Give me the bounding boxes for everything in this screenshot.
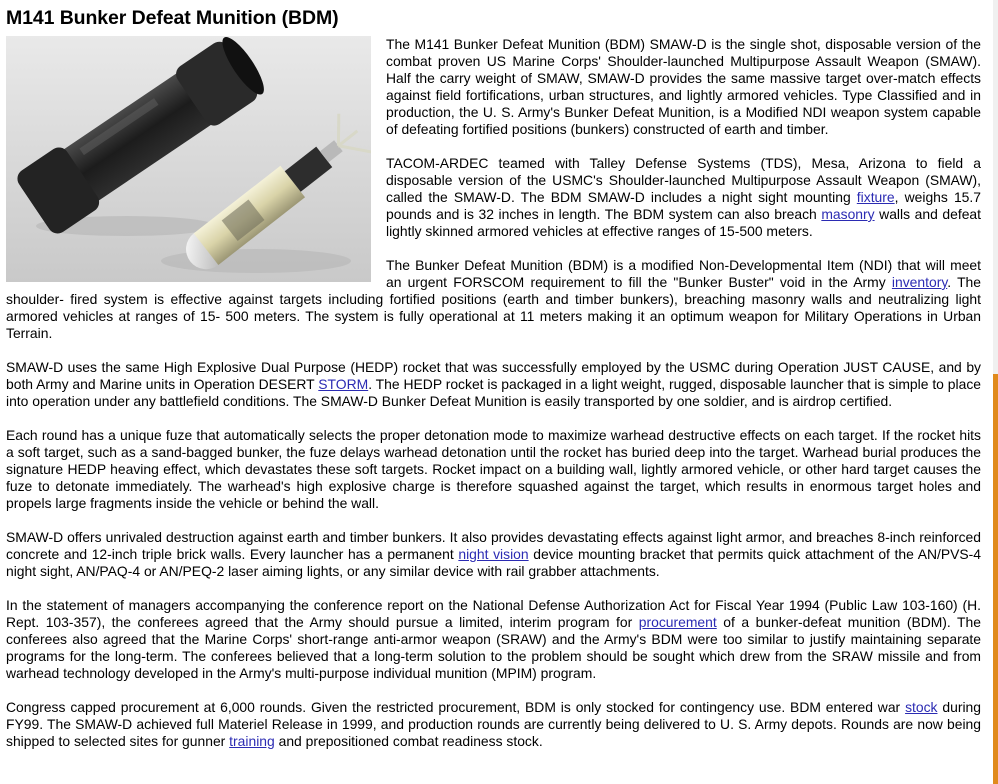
stock-link[interactable]: stock [905,699,938,715]
paragraph-6-text-b: device mounting bracket that permits quick attachment of the AN/PVS-4 night sight, AN/PAQ-4 or AN/PEQ-2 laser aiming lights, or any similar device with rail grabber attachments. [6,546,981,579]
fixture-link[interactable]: fixture [856,189,895,205]
paragraph-5 [6,427,981,512]
paragraph-2-text-b: , weighs 15.7 pounds and is 32 inches in length. The BDM system can also breach [386,189,981,222]
night-vision-link[interactable]: night vision [458,546,529,562]
paragraph-4-text-a: SMAW-D uses the same High Explosive Dual Purpose (HEDP) rocket that was successfully employed by the USMC during Operation JUST CAUSE, and by both Army and Marine units in Operation DESERT [6,359,981,392]
paragraph-7-text-a: In the statement of managers accompanying the conference report on the National Defense Authorization Act for Fiscal Year 1994 (Public Law 103-160) (H. Rept. 103-357), the conferees agreed that the Army should pursue a limited, interim program for [6,597,981,630]
paragraph-7-text-b: of a bunker-defeat munition (BDM). The conferees also agreed that the Marine Corps' short-range anti-armor weapon (SRAW) and the Army's BDM were too similar to justify maintaining separate programs for the long-term. The conferees believed that a long-term solution to the problem should be sought which drew from the SRAW missile and from warhead technology developed in the Army's multi-purpose individual munition (MPIM) program. [6,614,981,681]
paragraph-1-text: The M141 Bunker Defeat Munition (BDM) SMAW-D is the single shot, disposable version of the combat proven US Marine Corps' Shoulder-launched Multipurpose Assault Weapon (SMAW). Half the carry weight of SMAW, SMAW-D provides the same massive target over-match effects against field fortifications, urban structures, and lightly armored vehicles. Type Classified and in production, the U. S. Army's Bunker Defeat Munition, is a Modified NDI weapon system capable of defeating fortified positions (bunkers) constructed of earth and timber. [386,36,981,137]
paragraph-6 [6,529,981,580]
bdm-launcher-photo [6,36,371,282]
paragraph-4 [6,359,981,410]
paragraph-3-text-a: The Bunker Defeat Munition (BDM) is a modified Non-Developmental Item (NDI) that will meet an urgent FORSCOM requirement to fill the "Bunker Buster" void in the Army [386,257,981,290]
paragraph-3-text-b: . The shoulder- fired system is effective against targets including fortified positions (earth and timber bunkers), breaching masonry walls and neutralizing light armored vehicles at ranges of 15- 500 meters. The system is fully operational at 11 meters making it an optimum weapon for Military Operations in Urban Terrain. [6,274,981,341]
page-title: M141 Bunker Defeat Munition (BDM) [6,7,339,29]
training-link[interactable]: training [229,733,275,749]
bdm-launcher-image [6,36,371,282]
vertical-scrollbar[interactable] [993,0,998,784]
procurement-link[interactable]: procurement [638,614,717,630]
paragraph-8-text-c: and prepositioned combat readiness stock. [274,733,543,749]
paragraph-2-text-a: TACOM-ARDEC teamed with Talley Defense Systems (TDS), Mesa, Arizona to field a disposable version of the USMC's Shoulder-launched Multipurpose Assault Weapon (SMAW), called the SMAW-D. The BDM SMAW-D includes a night sight mounting [386,155,981,205]
paragraph-8-text-b: during FY99. The SMAW-D achieved full Materiel Release in 1999, and production rounds are currently being delivered to U. S. Army depots. Rounds are now being shipped to selected sites for gunner [6,699,981,749]
paragraph-2-text-c: walls and defeat lightly skinned armored vehicles at effective ranges of 15-500 meters. [386,206,982,239]
scrollbar-thumb[interactable] [993,374,998,784]
masonry-link[interactable]: masonry [821,206,875,222]
paragraph-8-text-a: Congress capped procurement at 6,000 rounds. Given the restricted procurement, BDM is only stocked for contingency use. BDM entered war [6,699,906,715]
article [6,6,981,767]
inventory-link[interactable]: inventory [891,274,948,290]
paragraph-5-text: Each round has a unique fuze that automatically selects the proper detonation mode to maximize warhead destructive effects on each target. If the rocket hits a soft target, such as a sand-bagged bunker, the fuze delays warhead detonation until the rocket has buried deep into the target. Warhead burial produces the signature HEDP heaving effect, which devastates these soft targets. Rocket impact on a building wall, lightly armored vehicle, or other hard target causes the fuze to detonate immediately. The warhead's high explosive charge is therefore squashed against the target, which results in enormous target holes and propels large fragments inside the vehicle or behind the wall. [6,427,981,511]
paragraph-6-text-a: SMAW-D offers unrivaled destruction against earth and timber bunkers. It also provides devastating effects against light armor, and breaches 8-inch reinforced concrete and 12-inch triple brick walls. Every launcher has a permanent [6,529,981,562]
paragraph-4-text-b: . The HEDP rocket is packaged in a light weight, rugged, disposable launcher that is simple to place into operation under any battlefield conditions. The SMAW-D Bunker Defeat Munition is easily transported by one soldier, and is airdrop certified. [6,376,981,409]
paragraph-8 [6,699,981,750]
paragraph-7 [6,597,981,682]
storm-link[interactable]: STORM [318,376,369,392]
